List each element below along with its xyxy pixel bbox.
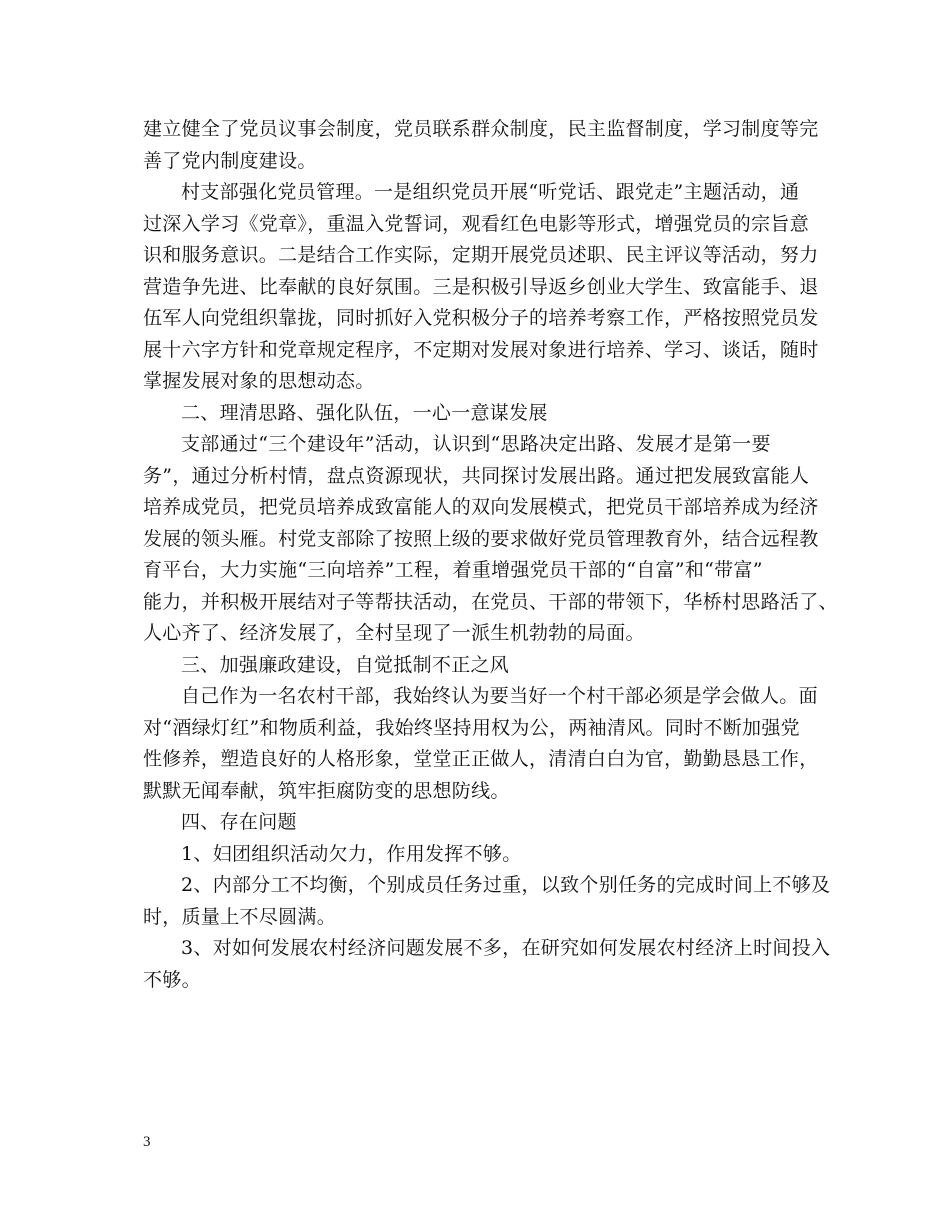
paragraph [143,933,831,996]
text-line: 对“酒绿灯红”和物质利益，我始终坚持用权为公，两袖清风。同时不断加强党 [143,716,800,739]
text-line: 伍军人向党组织靠拢，同时抓好入党积极分子的培养考察工作，严格按照党员发 [143,307,819,329]
text-line: 二、理清思路、强化队伍，一心一意谋发展 [181,401,548,424]
text-line: 四、存在问题 [181,811,297,833]
paragraph [143,870,831,933]
document-body [143,114,838,996]
text-line: 发展的领头雁。村党支部除了按照上级的要求做好党员管理教育外，结合远程教 [143,527,819,550]
paragraph [143,429,838,650]
text-line: 建立健全了党员议事会制度，党员联系群众制度，民主监督制度，学习制度等完 [143,118,819,140]
text-line: 展十六字方针和党章规定程序，不定期对发展对象进行培养、学习、谈话，随时 [143,338,819,361]
paragraph [143,114,819,177]
paragraph [143,681,819,807]
text-line: 时，质量上不尽圆满。 [143,905,337,928]
paragraph [143,807,819,839]
paragraph [143,398,819,430]
text-line: 识和服务意识。二是结合工作实际，定期开展党员述职、民主评议等活动，努力 [143,244,819,266]
text-line: 支部通过“三个建设年”活动，认识到“思路决定出路、发展才是第一要 [181,433,771,455]
text-line: 1、妇团组织活动欠力，作用发挥不够。 [181,842,522,865]
text-line: 自己作为一名农村干部，我始终认为要当好一个村干部必须是学会做人。面 [181,685,818,707]
text-line: 不够。 [143,968,201,991]
text-line: 2、内部分工不均衡，个别成员任务过重，以致个别任务的完成时间上不够及 [181,874,831,896]
text-line: 过深入学习《党章》，重温入党誓词，观看红色电影等形式，增强党员的宗旨意 [143,212,810,235]
paragraph [143,839,819,871]
text-line: 营造争先进、比奉献的良好氛围。三是积极引导返乡创业大学生、致富能手、退 [143,275,819,298]
paragraph [143,177,819,398]
text-line: 村支部强化党员管理。一是组织党员开展“听党话、跟党走”主题活动，通 [181,181,800,203]
text-line: 人心齐了、经济发展了，全村呈现了一派生机勃勃的局面。 [143,622,645,644]
text-line: 务”，通过分析村情，盘点资源现状，共同探讨发展出路。通过把发展致富能人 [143,464,810,487]
text-line: 善了党内制度建设。 [143,149,317,172]
text-line: 掌握发展对象的思想动态。 [143,370,375,392]
page-number: 3 [143,1134,151,1150]
text-line: 培养成党员，把党员培养成致富能人的双向发展模式，把党员干部培养成为经济 [143,496,819,518]
text-line: 默默无闻奉献，筑牢拒腐防变的思想防线。 [143,779,510,802]
paragraph [143,650,819,682]
text-line: 能力，并积极开展结对子等帮扶活动，在党员、干部的带领下，华桥村思路活了、 [143,590,838,613]
text-line: 三、加强廉政建设，自觉抵制不正之风 [181,653,510,676]
text-line: 性修养，塑造良好的人格形象，堂堂正正做人，清清白白为官，勤勤恳恳工作， [143,748,819,770]
text-line: 3、对如何发展农村经济问题发展不多，在研究如何发展农村经济上时间投入 [181,937,831,959]
text-line: 育平台，大力实施“三向培养”工程，着重增强党员干部的“自富”和“带富” [143,559,763,581]
